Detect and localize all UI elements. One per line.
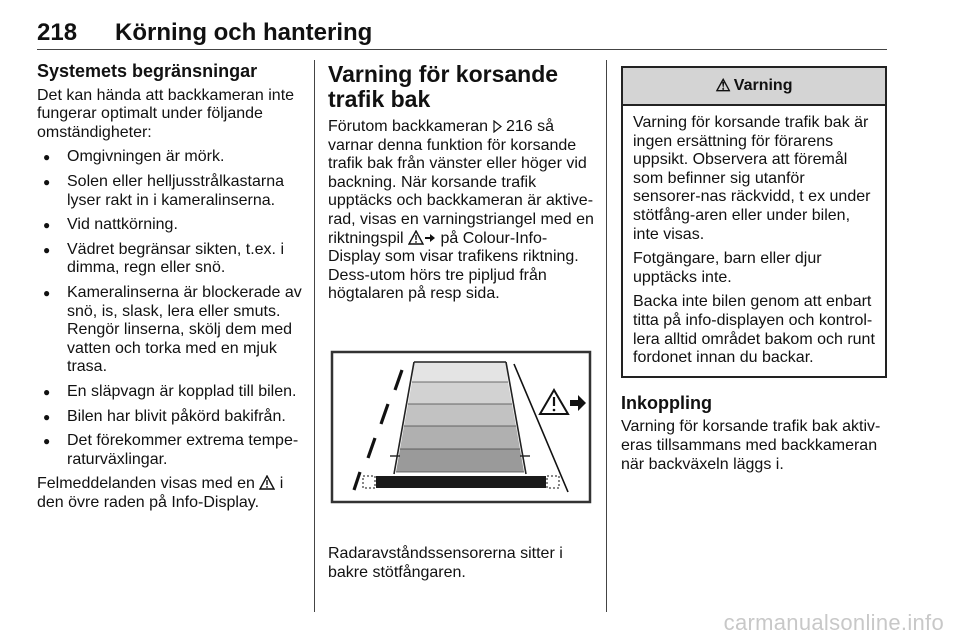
rear-camera-illustration xyxy=(328,324,594,529)
list-item: ● Det förekommer extrema tempe-raturväxlingar. xyxy=(37,432,303,469)
warning-paragraph: Varning för korsande trafik bak är ingen ersättning för förarens uppsikt. Observera att föremål som befinner sig utanför sensorer-nas räckvidd, t ex under stötfång-aren eller under bilen, inte visas. xyxy=(633,114,871,243)
warning-box-header xyxy=(623,68,885,106)
warning-box-body xyxy=(623,106,885,376)
page-number: 218 xyxy=(37,19,78,46)
warning-paragraph: Backa inte bilen genom att enbart titta på info-displayen och kontrol-lera alltid området bakom och runt fordonet innan du backar. xyxy=(633,293,875,367)
warning-triangle-icon xyxy=(259,475,275,490)
warning-title: Varning xyxy=(733,76,793,94)
list-item: ● Kameralinserna är blockerade av snö, is, slask, lera eller smuts. Rengör linserna, skölj dem med vatten och torka med en mjuk trasa. xyxy=(37,284,303,377)
figure-caption: Radaravståndssensorerna sitter i bakre stötfångaren. xyxy=(328,544,563,581)
limitations-intro: Det kan hända att backkameran inte fungerar optimalt under följande omständigheter: xyxy=(37,86,295,141)
warning-box xyxy=(621,66,887,378)
section-heading-activation: Inkoppling xyxy=(621,392,712,413)
warning-paragraph: Fotgängare, barn eller djur upptäcks inte. xyxy=(633,250,822,286)
list-item: ● Omgivningen är mörk. xyxy=(37,148,303,167)
list-item: ● En släpvagn är kopplad till bilen. xyxy=(37,383,303,402)
column-divider-right xyxy=(606,60,607,612)
triangle-arrow-right-icon xyxy=(408,230,436,245)
page-header xyxy=(37,10,887,50)
left-column xyxy=(37,62,303,518)
right-column xyxy=(621,62,887,480)
chapter-title: Körning och hantering xyxy=(115,19,373,46)
warning-icon: ⚠ xyxy=(715,75,731,95)
site-watermark: carmanualsonline.info xyxy=(723,610,944,635)
section-heading-cross-traffic: Varning för korsande trafik bak xyxy=(328,61,559,112)
section-heading-limitations: Systemets begränsningar xyxy=(37,61,258,81)
list-item: ● Solen eller helljusstrålkastarna lyser rakt in i kameralinserna. xyxy=(37,173,303,210)
limitations-list xyxy=(37,148,303,469)
page-reference: 216 xyxy=(505,118,533,135)
list-item: ● Bilen har blivit påkörd bakifrån. xyxy=(37,408,303,427)
page-reference-arrow-icon xyxy=(493,120,502,133)
rear-camera-display-graphic xyxy=(328,324,594,529)
list-item: ● Vädret begränsar sikten, t.ex. i dimma, regn eller snö. xyxy=(37,241,303,278)
cross-traffic-paragraph: Förutom backkameran 216 så varnar denna funktion för korsande trafik bak från vänster eller höger vid backning. När korsande trafik upptäcks och backkameran är aktive-rad, visas en varningstriangel med en riktningspil på Colour-Info-Display som visar trafikens riktning. Dess-utom hörs tre pipljud från högtalaren på resp sida. xyxy=(328,118,594,303)
activation-paragraph: Varning för korsande trafik bak aktiv-eras tillsammans med backkameran när backväxeln läggs i. xyxy=(621,418,881,473)
column-divider-left xyxy=(314,60,315,612)
error-message-text: Felmeddelanden visas med en i den övre raden på Info-Display. xyxy=(37,475,284,511)
list-item: ● Vid nattkörning. xyxy=(37,216,303,235)
middle-column xyxy=(328,62,594,588)
